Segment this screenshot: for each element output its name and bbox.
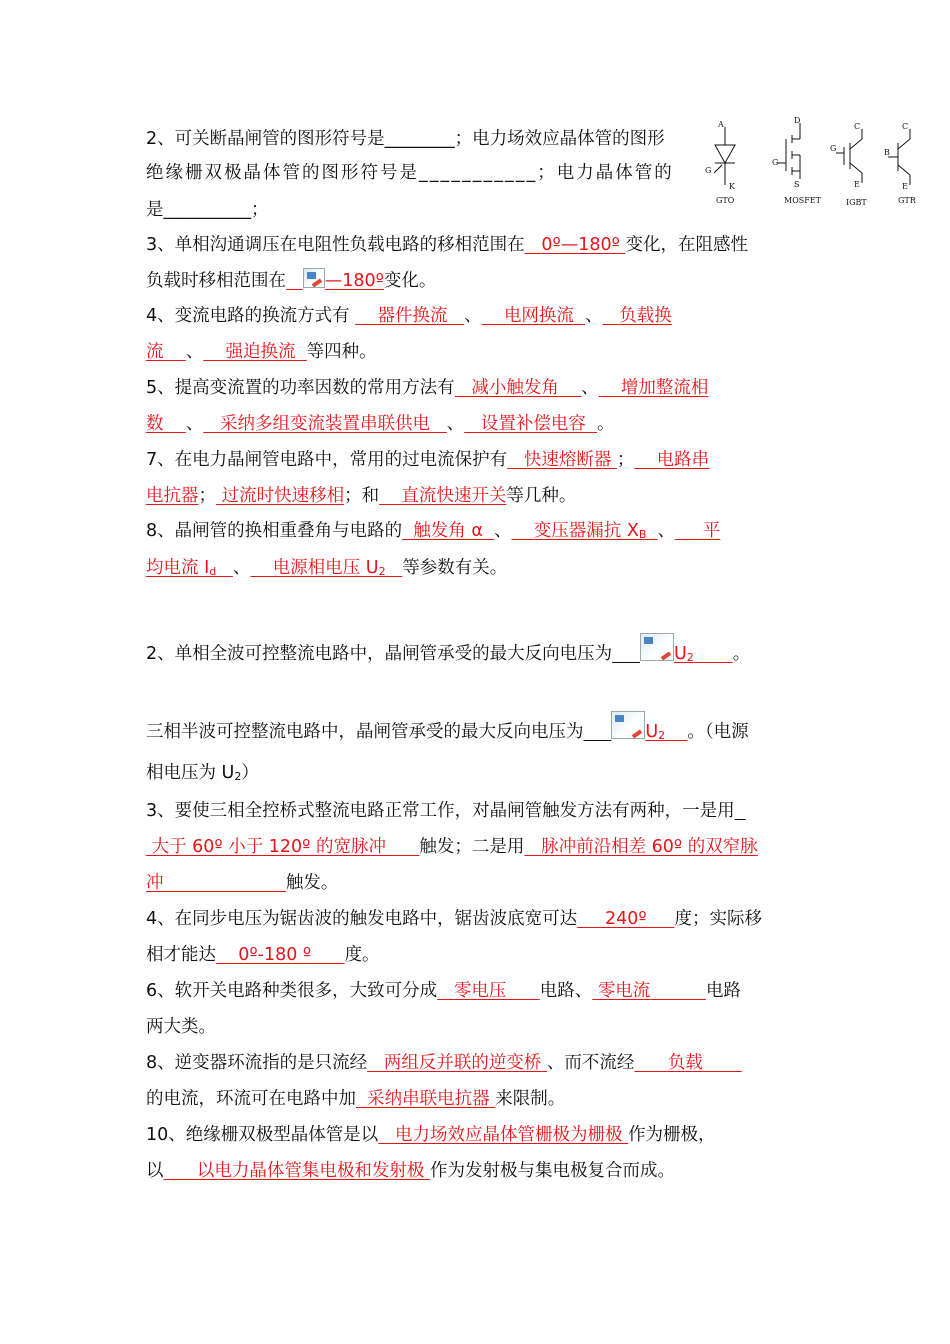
answer xyxy=(286,271,384,291)
answer-text: 负载 xyxy=(667,1053,703,1073)
text: 变化，在阻感性 xyxy=(625,235,748,255)
answer-text: 电路串 xyxy=(656,450,710,470)
q2-line3 xyxy=(146,199,269,221)
answer xyxy=(512,521,658,541)
answer xyxy=(146,873,286,893)
text: 以 xyxy=(146,1161,164,1181)
answer-text: 电网换流 xyxy=(503,306,574,326)
answer xyxy=(378,1125,628,1145)
answer xyxy=(146,486,199,506)
subscript: 2 xyxy=(234,770,242,783)
q2b-line1 xyxy=(146,633,750,669)
answer xyxy=(507,450,617,470)
gtr-label: GTR xyxy=(898,196,916,205)
text: 是 xyxy=(146,200,164,220)
answer xyxy=(402,521,494,541)
answer-text: 电源相电压 U xyxy=(272,558,379,578)
answer-text: 增加整流相 xyxy=(620,378,709,398)
q4-line2: 流 、 强迫换流 等四种。 xyxy=(146,342,377,362)
answer xyxy=(634,1053,741,1073)
text: 4、变流电路的换流方式有 xyxy=(146,306,356,326)
mosfet-label: MOSFET xyxy=(784,196,821,205)
q2-line2 xyxy=(146,162,674,184)
text: ； xyxy=(251,200,269,220)
answer-text: 触发角 α xyxy=(413,521,483,541)
answer-text: 器件换流 xyxy=(377,306,448,326)
q3-line1 xyxy=(146,234,748,256)
answer xyxy=(146,837,419,857)
text: 6、软开关电路种类很多，大致可分成 xyxy=(146,981,438,1001)
answer-text: 平 xyxy=(702,521,721,541)
answer xyxy=(599,378,709,398)
text: 相电压为 U xyxy=(146,763,235,783)
text: 电路 xyxy=(705,981,741,1001)
text: 度；实际移 xyxy=(674,909,762,929)
answer-text: 0º-180 º xyxy=(238,945,312,965)
mosfet-pin-d: D xyxy=(794,116,801,125)
mosfet-pin-s: S xyxy=(794,180,800,189)
answer xyxy=(577,909,674,929)
text: ；和 xyxy=(344,486,380,506)
text: 绝缘栅双极晶体管的图形符号是 xyxy=(146,163,419,183)
answer xyxy=(482,306,585,326)
q7-line1: 7、在电力晶闸管电路中，常用的过电流保护有 快速熔断器 ； 电路串 xyxy=(146,450,710,470)
q8b-line1 xyxy=(146,1052,742,1074)
answer-text: 直流快速开关 xyxy=(401,486,507,506)
igbt-pin-c: C xyxy=(854,122,861,131)
answer xyxy=(455,378,581,398)
answer xyxy=(674,644,733,664)
text: 等参数有关。 xyxy=(402,558,508,578)
q5-line2: 数 、 采纳多组变流装置串联供电 、 设置补偿电容 。 xyxy=(146,414,615,434)
text: 8、晶闸管的换相重叠角与电路的 xyxy=(146,521,403,541)
gtr-pin-e: E xyxy=(902,182,908,191)
q3phase-line1 xyxy=(146,711,749,747)
answer-text: U xyxy=(645,722,659,742)
answer xyxy=(584,722,612,742)
text: 来限制。 xyxy=(495,1089,566,1109)
text: 变化。 xyxy=(383,271,437,291)
answer xyxy=(645,722,687,742)
subscript: 2 xyxy=(686,651,694,664)
answer-text: 数 xyxy=(146,414,164,434)
answer xyxy=(203,342,306,362)
q10-line1 xyxy=(146,1124,716,1146)
q3-line2 xyxy=(146,268,436,292)
text: 的电流，环流可在电路中加 xyxy=(146,1089,356,1109)
text: 、而不流经 xyxy=(546,1053,635,1073)
answer xyxy=(525,235,626,255)
gto-pin-k: K xyxy=(729,182,735,191)
q3phase-line2 xyxy=(146,762,259,788)
answer xyxy=(592,981,706,1001)
answer-text: U xyxy=(673,644,687,664)
answer-text: 0º—180º xyxy=(541,235,620,255)
text: ；电力场效应晶体管的图形 xyxy=(454,129,665,149)
answer-text: 240º xyxy=(604,909,647,929)
answer xyxy=(464,414,597,434)
text: 触发。 xyxy=(285,873,339,893)
text: 两大类。 xyxy=(146,1017,216,1037)
answer-text: 零电压 xyxy=(453,981,507,1001)
text: 作为栅极， xyxy=(628,1125,716,1145)
device-symbols-figure xyxy=(700,115,930,215)
text: ） xyxy=(241,763,259,783)
answer-text: 电抗器 xyxy=(146,486,199,506)
answer-text: 大于 60º 小于 120º 的宽脉冲 xyxy=(151,837,386,857)
answer-text: 强迫换流 xyxy=(225,342,296,362)
q3b-line1 xyxy=(146,800,746,822)
text: 10、绝缘栅双极型晶体管是以 xyxy=(146,1125,379,1145)
answer-text: 零电流 xyxy=(597,981,651,1001)
answer xyxy=(367,1053,547,1073)
answer xyxy=(603,306,672,326)
answer-text: 变压器漏抗 X xyxy=(533,521,639,541)
q8-line1: 8、晶闸管的换相重叠角与电路的 触发角 α 、 变压器漏抗 XB 、 平 xyxy=(146,521,721,541)
text: 相才能达 xyxy=(146,945,216,965)
answer xyxy=(216,486,344,506)
answer xyxy=(216,945,345,965)
formula-image-icon xyxy=(640,633,674,661)
q4b-line2 xyxy=(146,944,380,966)
answer-text: 两组反并联的逆变桥 xyxy=(383,1053,542,1073)
text: 。（电源 xyxy=(687,722,749,742)
text: 8、逆变器环流指的是只流经 xyxy=(146,1053,368,1073)
answer xyxy=(634,450,709,470)
text: 电路、 xyxy=(539,981,593,1001)
subscript: 2 xyxy=(378,565,386,578)
text: 。 xyxy=(597,414,615,434)
answer-text: —180º xyxy=(324,271,384,291)
answer xyxy=(524,837,757,857)
gto-pin-a: A xyxy=(718,120,724,129)
q3b-line2 xyxy=(146,836,758,858)
gto-label: GTO xyxy=(716,196,735,205)
answer xyxy=(612,644,640,664)
formula-image-icon xyxy=(303,268,325,288)
blank: __________ xyxy=(163,200,251,220)
text: 2、单相全波可控整流电路中，晶闸管承受的最大反向电压为 xyxy=(146,644,613,664)
answer xyxy=(146,558,233,578)
text: 等四种。 xyxy=(306,342,377,362)
answer xyxy=(146,342,186,362)
gto-pin-g: G xyxy=(705,166,712,175)
igbt-pin-g: G xyxy=(830,144,837,153)
igbt-label: IGBT xyxy=(846,198,867,207)
text: 触发；二是用 xyxy=(419,837,525,857)
answer-text: 采纳串联电抗器 xyxy=(367,1089,490,1109)
q7-line2: 电抗器； 过流时快速移相；和 直流快速开关等几种。 xyxy=(146,486,577,506)
text: 等几种。 xyxy=(506,486,577,506)
text: ；电力晶体管的 xyxy=(537,163,674,183)
answer-text: 流 xyxy=(146,342,164,362)
text: 7、在电力晶闸管电路中，常用的过电流保护有 xyxy=(146,450,508,470)
answer-text: 负载换 xyxy=(619,306,672,326)
answer xyxy=(250,558,402,578)
text: 负载时移相范围在 xyxy=(146,271,286,291)
answer-text: 以电力晶体管集电极和发射极 xyxy=(196,1161,425,1181)
text: 三相半波可控整流电路中，晶闸管承受的最大反向电压为 xyxy=(146,722,584,742)
text: 3、要使三相全控桥式整流电路正常工作，对晶闸管触发方法有两种，一是用 xyxy=(146,801,735,821)
blank: ________ xyxy=(384,129,455,149)
text: 3、单相沟通调压在电阻性负载电路的移相范围在 xyxy=(146,235,525,255)
answer xyxy=(437,981,540,1001)
q5-line1: 5、提高变流置的功率因数的常用方法有 减小触发角 、 增加整流相 xyxy=(146,378,709,398)
text: 2、可关断晶闸管的图形符号是 xyxy=(146,129,385,149)
q4-line1: 4、变流电路的换流方式有 器件换流 、 电网换流 、 负载换 xyxy=(146,306,672,326)
answer-text: 采纳多组变流装置串联供电 xyxy=(219,414,430,434)
text: 4、在同步电压为锯齿波的触发电路中，锯齿波底宽可达 xyxy=(146,909,578,929)
igbt-pin-e: E xyxy=(854,180,860,189)
q2-line1 xyxy=(146,128,665,150)
answer xyxy=(355,306,464,326)
gtr-pin-c: C xyxy=(902,122,909,131)
gtr-pin-b: B xyxy=(884,148,890,157)
answer-text: 脉冲前沿相差 60º 的双窄脉 xyxy=(541,837,758,857)
subscript: B xyxy=(638,528,647,541)
answer-text: 冲 xyxy=(146,873,164,893)
answer xyxy=(356,1089,495,1109)
q8b-line2 xyxy=(146,1088,565,1110)
q6-line2 xyxy=(146,1016,216,1038)
text: 作为发射极与集电极复合而成。 xyxy=(429,1161,675,1181)
answer xyxy=(675,521,720,541)
mosfet-pin-g: G xyxy=(772,158,779,167)
q10-line2 xyxy=(146,1160,675,1182)
formula-image-icon xyxy=(611,711,645,739)
blank xyxy=(735,801,746,821)
answer xyxy=(164,1161,430,1181)
answer-text: 减小触发角 xyxy=(471,378,559,398)
answer-text: 快速熔断器 xyxy=(523,450,612,470)
answer-text: 过流时快速移相 xyxy=(221,486,345,506)
answer-text: 电力场效应晶体管栅极为栅极 xyxy=(394,1125,623,1145)
subscript: d xyxy=(209,565,217,578)
blank: ___________ xyxy=(419,163,538,183)
answer xyxy=(379,486,506,506)
q6-line1 xyxy=(146,980,741,1002)
answer-text: 设置补偿电容 xyxy=(480,414,586,434)
text: 。 xyxy=(732,644,751,664)
text: 5、提高变流置的功率因数的常用方法有 xyxy=(146,378,455,398)
answer xyxy=(203,414,446,434)
answer-text: 均电流 I xyxy=(146,558,210,578)
q4b-line1 xyxy=(146,908,762,930)
subscript: 2 xyxy=(658,729,666,742)
answer xyxy=(146,414,186,434)
q8-line2: 均电流 Id 、 电源相电压 U2 等参数有关。 xyxy=(146,558,508,578)
text: 度。 xyxy=(344,945,380,965)
q3b-line3 xyxy=(146,872,338,894)
